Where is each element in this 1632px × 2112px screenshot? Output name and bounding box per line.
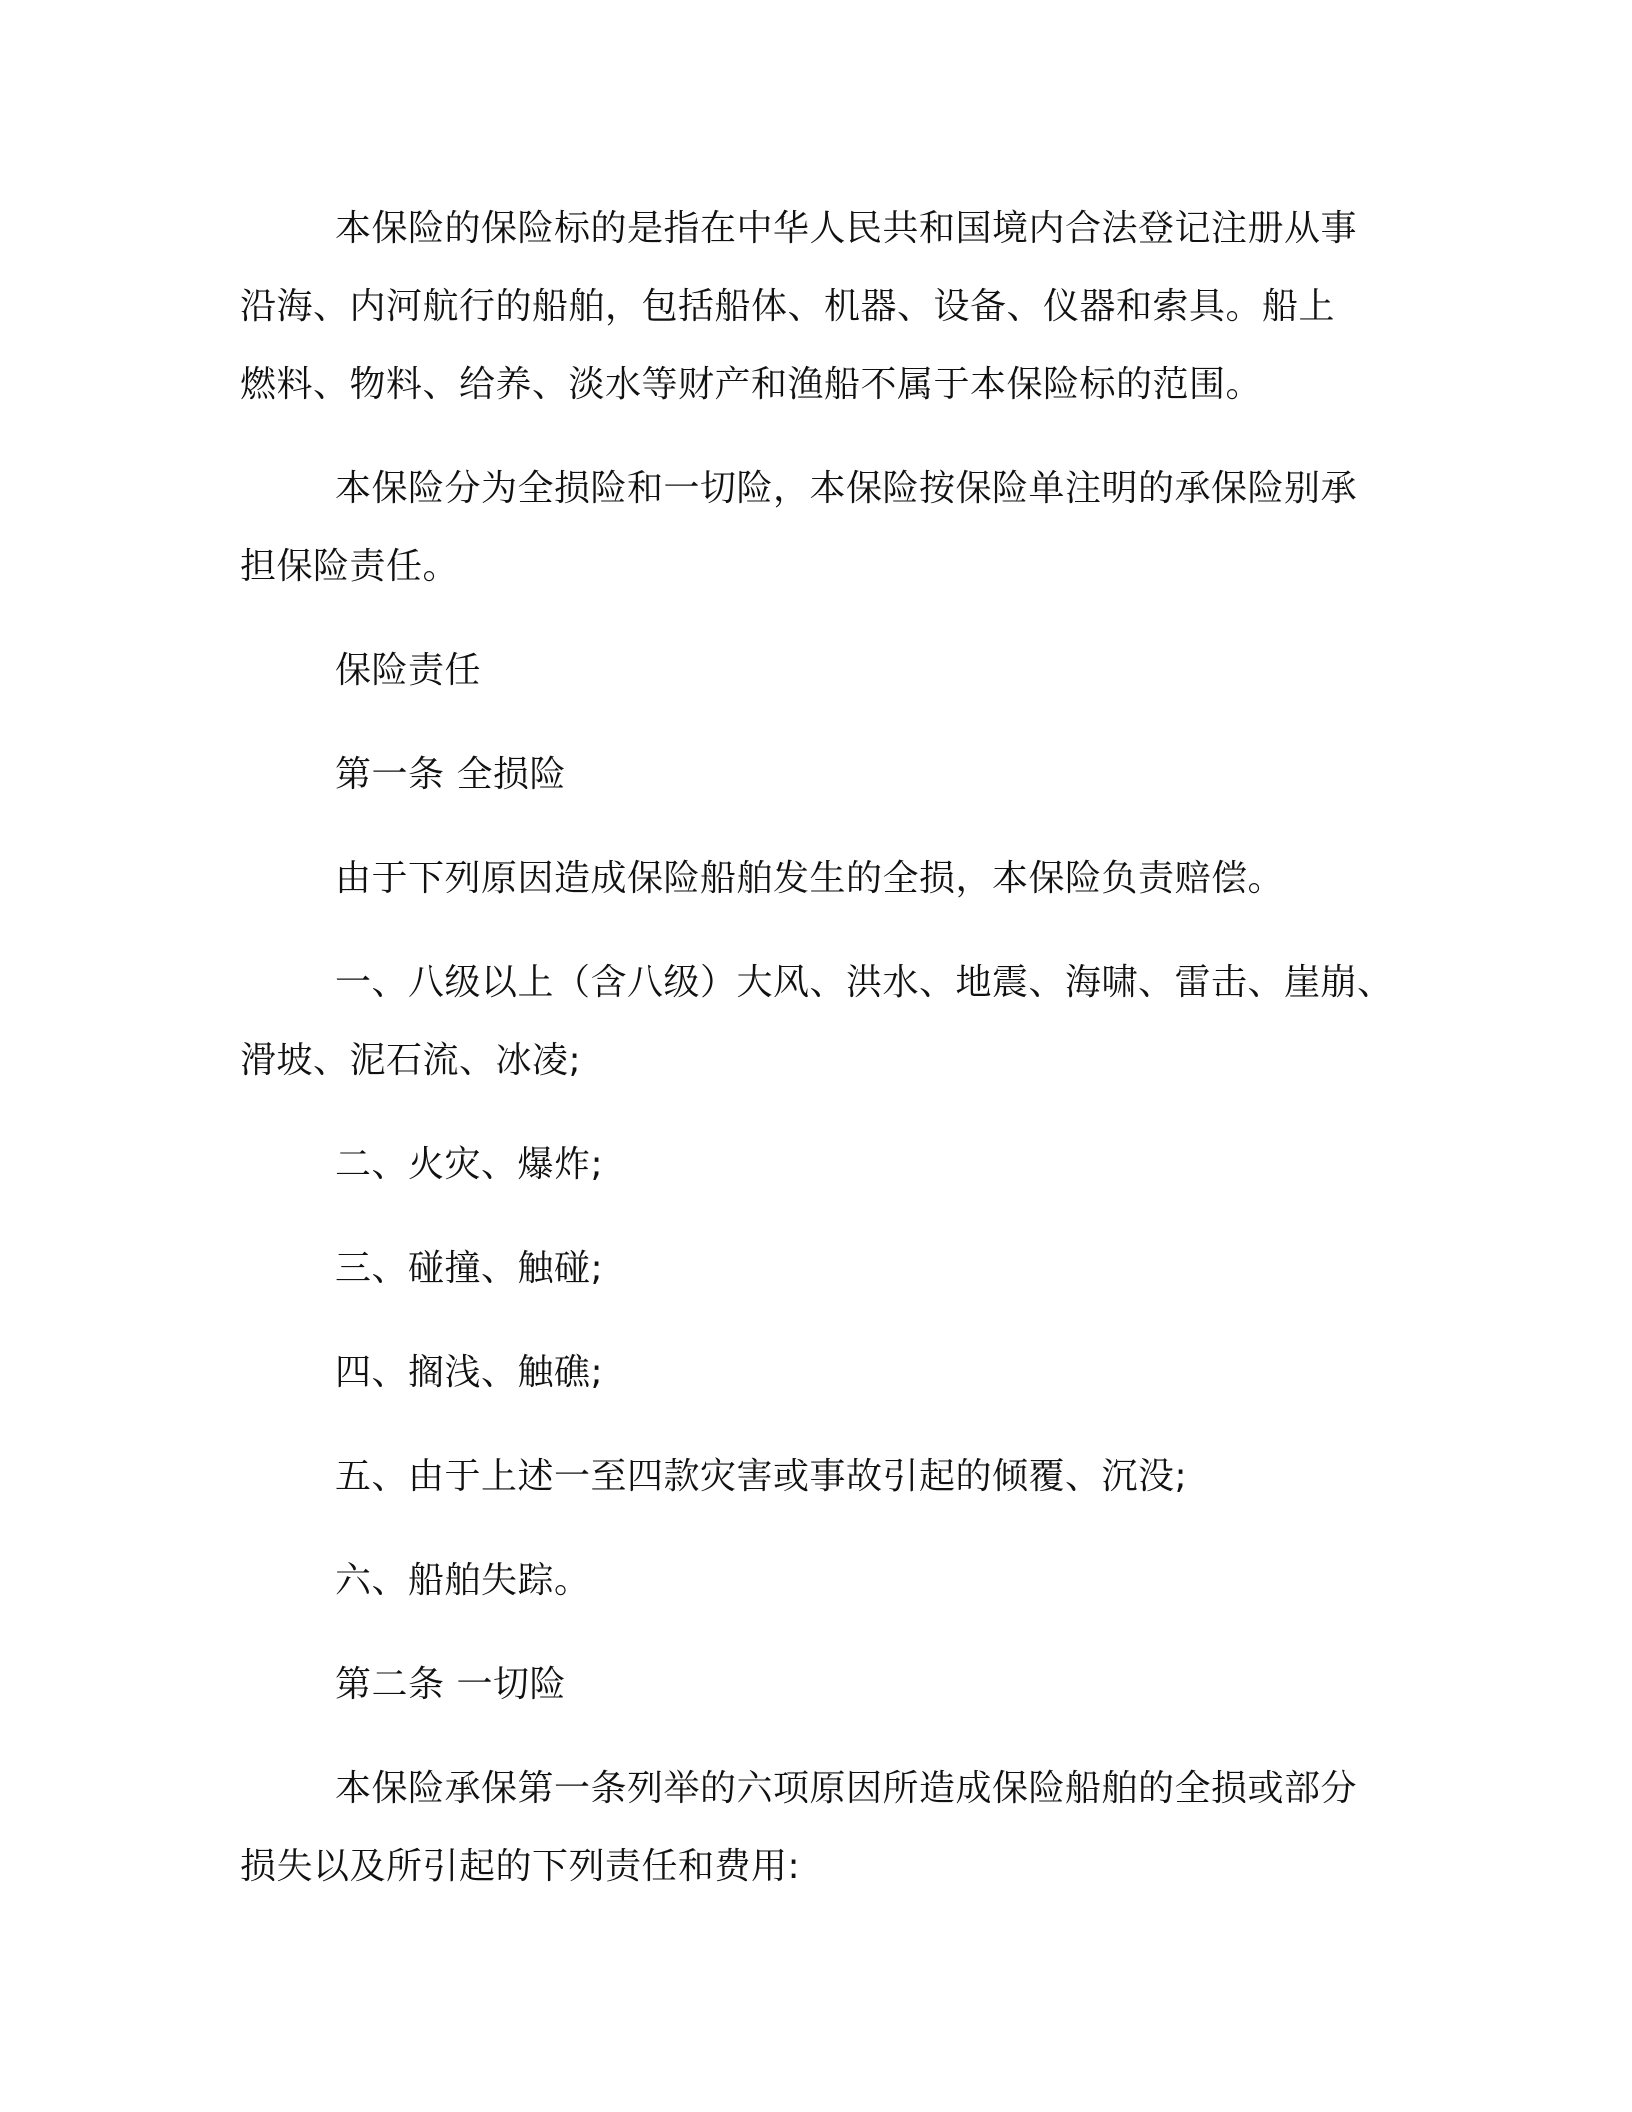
intro-line-2: 沿海、内河航行的船舶，包括船体、机器、设备、仪器和索具。船上 <box>240 286 1336 327</box>
article2-body <box>240 1750 1385 1906</box>
intro-line-1: 本保险的保险标的是指在中华人民共和国境内合法登记注册从事 <box>335 208 1358 249</box>
article1-lead: 由于下列原因造成保险船舶发生的全损，本保险负责赔偿。 <box>335 858 1285 899</box>
item-line-continued: 滑坡、泥石流、冰凌; <box>240 1040 582 1081</box>
article1-item-2: 二、火灾、爆炸; <box>335 1144 604 1185</box>
document-page <box>240 190 1394 1906</box>
article1-title: 第一条 全损险 <box>335 754 566 795</box>
article1-item-1 <box>240 944 1394 1100</box>
scope-line-2: 担保险责任。 <box>240 546 460 587</box>
article2-line-2: 损失以及所引起的下列责任和费用: <box>240 1846 801 1887</box>
intro-line-3: 燃料、物料、给养、淡水等财产和渔船不属于本保险标的范围。 <box>240 364 1263 405</box>
article1-item-4: 四、搁浅、触礁; <box>335 1352 604 1393</box>
article2-title: 第二条 一切险 <box>335 1664 566 1705</box>
article2-line-1: 本保险承保第一条列举的六项原因所造成保险船舶的全损或部分 <box>335 1768 1358 1809</box>
item-line: 一、八级以上（含八级）大风、洪水、地震、海啸、雷击、崖崩、 <box>335 962 1394 1003</box>
section-title: 保险责任 <box>335 650 482 691</box>
article1-item-3: 三、碰撞、触碰; <box>335 1248 604 1289</box>
intro-paragraph <box>240 190 1385 424</box>
scope-paragraph <box>240 450 1385 606</box>
article1-item-6: 六、船舶失踪。 <box>335 1560 591 1601</box>
article1-item-5: 五、由于上述一至四款灾害或事故引起的倾覆、沉没; <box>335 1456 1188 1497</box>
scope-line-1: 本保险分为全损险和一切险，本保险按保险单注明的承保险别承 <box>335 468 1358 509</box>
